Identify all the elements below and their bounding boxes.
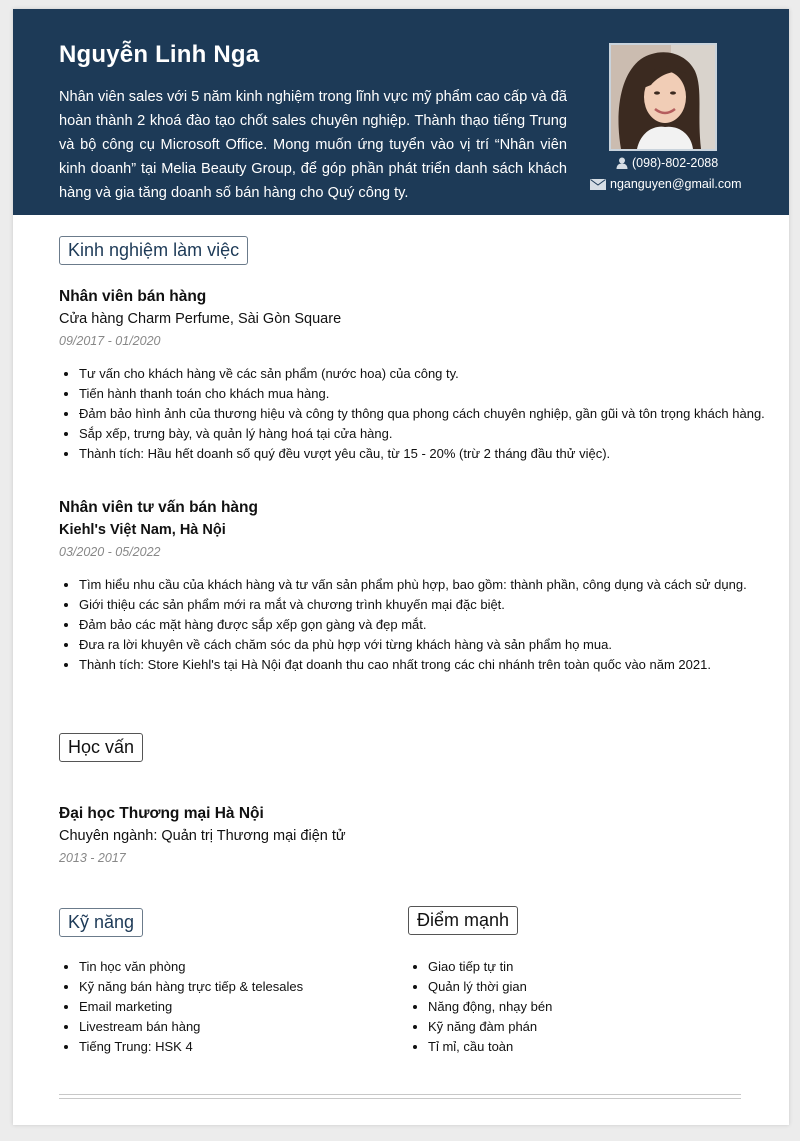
list-item: • Tiếng Trung: HSK 4 (79, 1037, 399, 1057)
list-item: • Tiến hành thanh toán cho khách mua hàng. (79, 384, 769, 404)
career-summary: Nhân viên sales với 5 năm kinh nghiệm trong lĩnh vực mỹ phẩm cao cấp và đã hoàn thành 2 khoá đào tạo chốt sales chuyên nghiệp. Thành thạo tiếng Trung và bộ công cụ Microsoft Office. Mong muốn ứng tuyển vào vị trí “Nhân viên kinh doanh” tại Melia Beauty Group, để góp phần phát triển danh sách khách hàng và gia tăng doanh số bán hàng cho Quý công ty. (59, 89, 567, 201)
list-item: • Email marketing (79, 997, 399, 1017)
list-item: • Giao tiếp tự tin (428, 957, 748, 977)
email-address[interactable]: nganguyen@gmail.com (610, 177, 742, 191)
list-item: • Năng động, nhạy bén (428, 997, 748, 1017)
skills-list (59, 957, 399, 1057)
major: Chuyên ngành: Quản trị Thương mại điện tử (59, 828, 346, 844)
profile-photo (609, 43, 717, 151)
list-item: • Đảm bảo các mặt hàng được sắp xếp gọn gàng và đẹp mắt. (79, 615, 769, 635)
list-item: • Kỹ năng đàm phán (428, 1017, 748, 1037)
list-item: • Tư vấn cho khách hàng về các sản phẩm (nước hoa) của công ty. (79, 364, 769, 384)
education-section-title: Học vấn (59, 733, 143, 762)
job-2-title: Nhân viên tư vấn bán hàng (59, 499, 258, 516)
list-item: • Sắp xếp, trưng bày, và quản lý hàng hoá tại cửa hàng. (79, 424, 769, 444)
education-dates: 2013 - 2017 (59, 851, 126, 865)
resume-header (13, 9, 789, 215)
candidate-name: Nguyễn Linh Nga (59, 41, 260, 68)
list-item: • Tìm hiểu nhu cầu của khách hàng và tư vấn sản phẩm phù hợp, bao gồm: thành phần, công dụng và cách sử dụng. (79, 575, 769, 595)
list-item: • Đưa ra lời khuyên về cách chăm sóc da phù hợp với từng khách hàng và sản phẩm họ mua. (79, 635, 769, 655)
phone-number[interactable]: (098)-802-2088 (632, 156, 719, 170)
job-2-dates: 03/2020 - 05/2022 (59, 545, 161, 559)
footer-divider (59, 1098, 741, 1099)
envelope-icon (590, 179, 606, 190)
skills-section-title: Kỹ năng (59, 908, 143, 937)
list-item: • Giới thiệu các sản phẩm mới ra mắt và chương trình khuyến mại đặc biệt. (79, 595, 769, 615)
person-icon (616, 157, 628, 169)
job-1-dates: 09/2017 - 01/2020 (59, 334, 161, 348)
experience-section-title: Kinh nghiệm làm việc (59, 236, 248, 265)
job-1-company: Cửa hàng Charm Perfume, Sài Gòn Square (59, 311, 342, 327)
list-item: • Tin học văn phòng (79, 957, 399, 977)
job-2-company: Kiehl's Việt Nam, Hà Nội (59, 522, 226, 538)
list-item: • Kỹ năng bán hàng trực tiếp & telesales (79, 977, 399, 997)
profile-photo-image (611, 45, 715, 149)
list-item: • Quản lý thời gian (428, 977, 748, 997)
job-2-duties (59, 575, 769, 675)
school-name: Đại học Thương mại Hà Nội (59, 805, 264, 822)
strengths-section-title: Điểm mạnh (408, 906, 518, 935)
list-item: • Tỉ mỉ, cầu toàn (428, 1037, 748, 1057)
list-item: • Đảm bảo hình ảnh của thương hiệu và công ty thông qua phong cách chuyên nghiệp, gần gũi và tôn trọng khách hàng. (79, 404, 769, 424)
resume-page (13, 9, 789, 1125)
list-item: • Livestream bán hàng (79, 1017, 399, 1037)
footer-divider (59, 1094, 741, 1095)
job-1-title: Nhân viên bán hàng (59, 288, 207, 305)
email-contact (590, 177, 742, 191)
strengths-list (408, 957, 748, 1057)
phone-contact (616, 156, 718, 170)
job-1-duties (59, 364, 769, 464)
list-item: • Thành tích: Hầu hết doanh số quý đều vượt yêu cầu, từ 15 - 20% (trừ 2 tháng đầu thử việc). (79, 444, 769, 464)
list-item: • Thành tích: Store Kiehl's tại Hà Nội đạt doanh thu cao nhất trong các chi nhánh trên toàn quốc vào năm 2021. (79, 655, 769, 675)
